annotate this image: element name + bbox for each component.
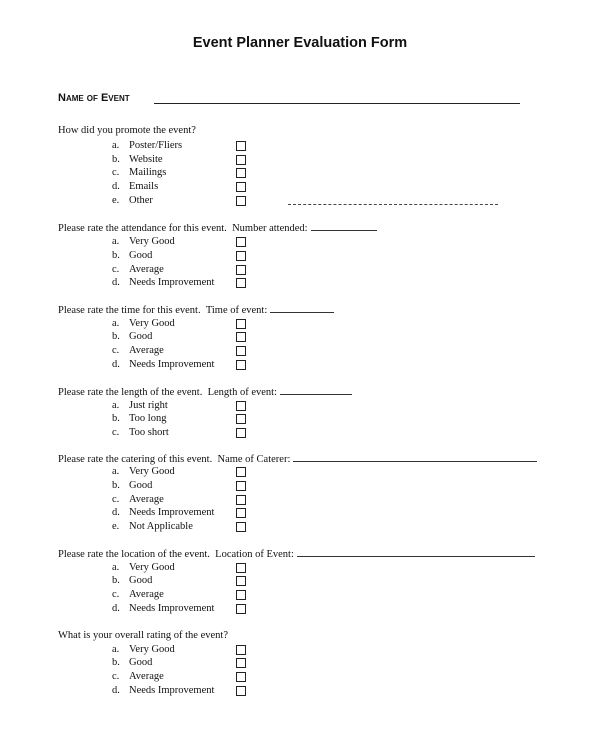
checkbox[interactable] [236, 278, 246, 288]
option-letter: c. [112, 589, 120, 600]
checkbox[interactable] [236, 251, 246, 261]
option-letter: b. [112, 154, 120, 165]
field-label: Time of event: [205, 305, 268, 316]
other-specify-field[interactable] [288, 204, 498, 205]
option-label: Good [129, 331, 153, 342]
number-attended-field[interactable] [311, 222, 377, 231]
option-label: Other [129, 195, 153, 206]
option-letter: b. [112, 413, 120, 424]
option-letter: d. [112, 277, 120, 288]
option-label: Average [129, 671, 164, 682]
option-label: Very Good [129, 318, 175, 329]
question-text: Please rate the location of the event. [58, 549, 210, 560]
checkbox[interactable] [236, 141, 246, 151]
question-text: Please rate the attendance for this event. [58, 223, 227, 234]
field-label: Length of event: [207, 387, 277, 398]
option-letter: a. [112, 318, 120, 329]
checkbox[interactable] [236, 645, 246, 655]
checkbox[interactable] [236, 428, 246, 438]
checkbox[interactable] [236, 672, 246, 682]
option-label: Average [129, 264, 164, 275]
checkbox[interactable] [236, 265, 246, 275]
option-label: Very Good [129, 644, 175, 655]
option-label: Average [129, 345, 164, 356]
checkbox[interactable] [236, 686, 246, 696]
option-letter: e. [112, 521, 120, 532]
checkbox[interactable] [236, 414, 246, 424]
checkbox[interactable] [236, 346, 246, 356]
checkbox[interactable] [236, 590, 246, 600]
option-letter: d. [112, 181, 120, 192]
checkbox[interactable] [236, 168, 246, 178]
checkbox[interactable] [236, 401, 246, 411]
option-letter: c. [112, 167, 120, 178]
option-letter: e. [112, 195, 120, 206]
checkbox[interactable] [236, 196, 246, 206]
option-letter: c. [112, 494, 120, 505]
option-letter: b. [112, 480, 120, 491]
option-label: Too short [129, 427, 169, 438]
option-label: Website [129, 154, 163, 165]
checkbox[interactable] [236, 360, 246, 370]
length-of-event-field[interactable] [280, 386, 352, 395]
checkbox[interactable] [236, 237, 246, 247]
location-of-event-field[interactable] [297, 548, 535, 557]
name-of-caterer-field[interactable] [293, 453, 537, 462]
question-overall: What is your overall rating of the event? [58, 630, 228, 641]
question-text: Please rate the length of the event. [58, 387, 203, 398]
question-promotion: How did you promote the event? [58, 125, 196, 136]
option-label: Very Good [129, 466, 175, 477]
checkbox[interactable] [236, 563, 246, 573]
option-label: Needs Improvement [129, 685, 215, 696]
option-label: Needs Improvement [129, 359, 215, 370]
option-letter: b. [112, 250, 120, 261]
option-letter: a. [112, 400, 120, 411]
question-location [58, 548, 535, 560]
name-of-event-field[interactable] [154, 103, 520, 104]
question-catering [58, 453, 537, 465]
option-letter: a. [112, 466, 120, 477]
option-label: Very Good [129, 562, 175, 573]
option-letter: d. [112, 359, 120, 370]
option-label: Too long [129, 413, 167, 424]
option-label: Average [129, 589, 164, 600]
checkbox[interactable] [236, 182, 246, 192]
option-letter: b. [112, 331, 120, 342]
option-label: Very Good [129, 236, 175, 247]
form-title: Event Planner Evaluation Form [192, 35, 408, 51]
option-label: Good [129, 480, 153, 491]
option-letter: a. [112, 140, 120, 151]
question-attendance [58, 222, 377, 234]
option-letter: c. [112, 427, 120, 438]
checkbox[interactable] [236, 508, 246, 518]
checkbox[interactable] [236, 155, 246, 165]
checkbox[interactable] [236, 576, 246, 586]
option-label: Needs Improvement [129, 603, 215, 614]
question-length [58, 386, 352, 398]
checkbox[interactable] [236, 522, 246, 532]
option-label: Good [129, 657, 153, 668]
option-label: Mailings [129, 167, 167, 178]
option-letter: d. [112, 603, 120, 614]
field-label: Name of Caterer: [217, 454, 291, 465]
option-label: Emails [129, 181, 159, 192]
option-letter: c. [112, 345, 120, 356]
checkbox[interactable] [236, 495, 246, 505]
field-label: Location of Event: [215, 549, 294, 560]
checkbox[interactable] [236, 481, 246, 491]
option-label: Not Applicable [129, 521, 193, 532]
option-letter: c. [112, 264, 120, 275]
question-text: Please rate the catering of this event. [58, 454, 213, 465]
option-letter: b. [112, 575, 120, 586]
option-letter: a. [112, 644, 120, 655]
option-label: Average [129, 494, 164, 505]
question-text: Please rate the time for this event. [58, 305, 201, 316]
name-of-event-label: Name of Event [58, 92, 130, 104]
option-label: Just right [129, 400, 168, 411]
checkbox[interactable] [236, 332, 246, 342]
option-letter: a. [112, 562, 120, 573]
checkbox[interactable] [236, 467, 246, 477]
option-label: Needs Improvement [129, 277, 215, 288]
option-letter: d. [112, 507, 120, 518]
option-label: Poster/Fliers [129, 140, 183, 151]
option-letter: a. [112, 236, 120, 247]
checkbox[interactable] [236, 604, 246, 614]
field-label: Number attended: [232, 223, 308, 234]
option-letter: c. [112, 671, 120, 682]
option-label: Needs Improvement [129, 507, 215, 518]
checkbox[interactable] [236, 658, 246, 668]
option-letter: b. [112, 657, 120, 668]
option-letter: d. [112, 685, 120, 696]
time-of-event-field[interactable] [270, 304, 334, 313]
checkbox[interactable] [236, 319, 246, 329]
option-label: Good [129, 250, 153, 261]
option-label: Good [129, 575, 153, 586]
question-time [58, 304, 334, 316]
